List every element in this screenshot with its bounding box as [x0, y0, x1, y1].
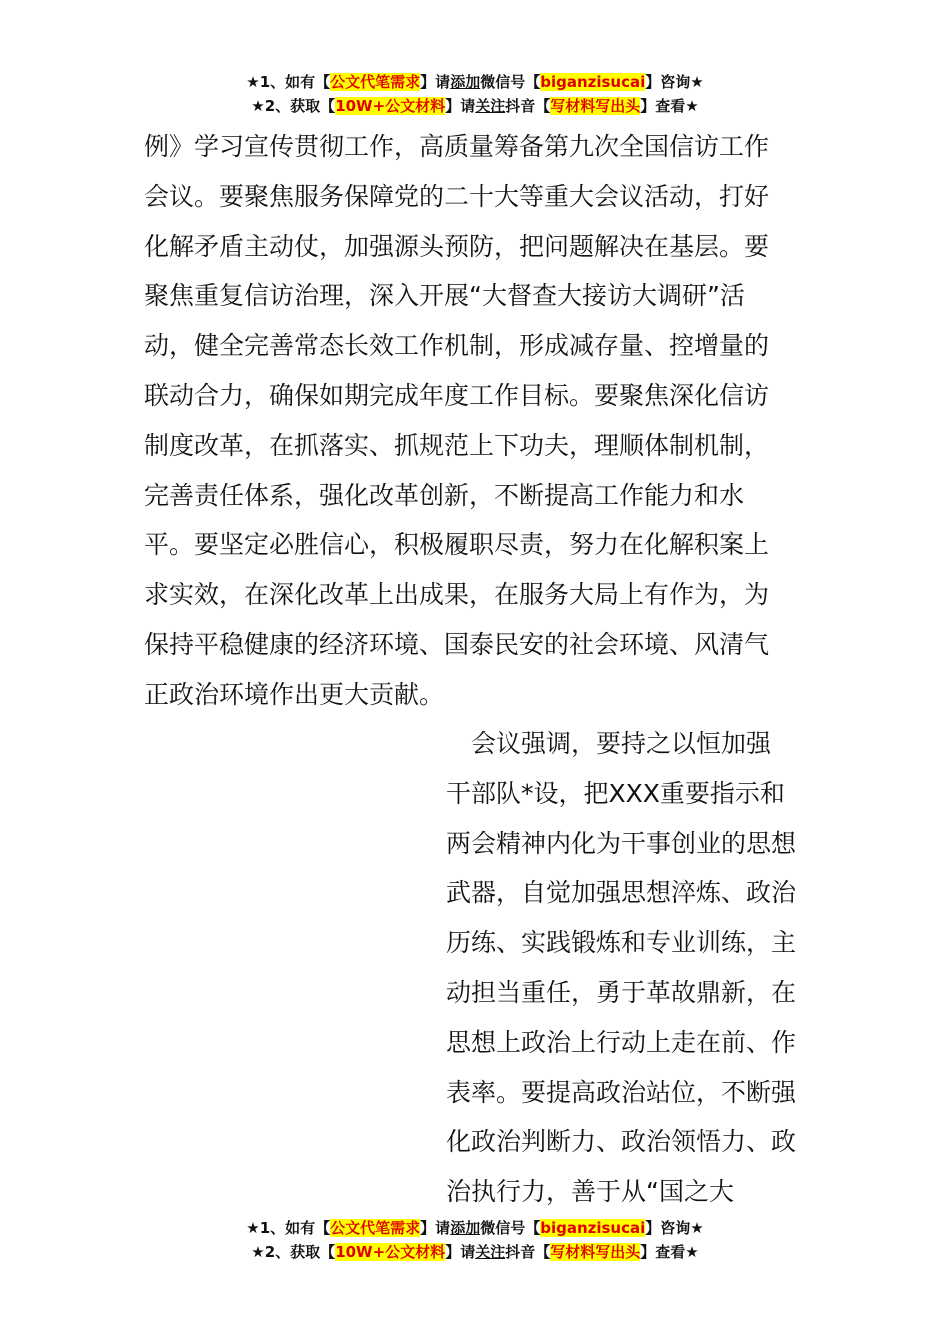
banner-text: 抖音【 [505, 97, 551, 115]
banner-text: ★1、如有【 [246, 73, 331, 91]
banner-text: ★2、获取【 [251, 1243, 336, 1261]
banner-text: 】请 [420, 1219, 451, 1237]
text-line: 历练、实践锻炼和专业训练，主 [446, 928, 797, 958]
banner-underline: 添加 [450, 73, 481, 91]
text-line: 两会精神内化为干事创业的思想 [446, 828, 797, 858]
banner-underline: 添加 [450, 1219, 481, 1237]
footer-banner [0, 1216, 950, 1264]
text-line: 动，健全完善常态长效工作机制，形成减存量、控增量的 [144, 331, 770, 361]
text-line: 求实效，在深化改革上出成果，在服务大局上有作为，为 [144, 580, 770, 610]
paragraph-1 [144, 122, 808, 720]
text-line: 平。要坚定必胜信心，积极履职尽责，努力在化解积案上 [144, 530, 770, 560]
banner-highlight: 公文代笔需求 [330, 73, 421, 91]
text-line: 化解矛盾主动仗，加强源头预防，把问题解决在基层。要 [144, 231, 770, 261]
banner-text: 】查看★ [640, 1243, 699, 1261]
banner-text: 微信号【 [480, 1219, 541, 1237]
banner-underline: 关注 [475, 1243, 506, 1261]
text-line: 联动合力，确保如期完成年度工作目标。要聚焦深化信访 [144, 380, 770, 410]
banner-text: 】请 [420, 73, 451, 91]
banner-highlight: biganzisucai [540, 1219, 646, 1237]
text-line: 例》学习宣传贯彻工作，高质量筹备第九次全国信访工作 [144, 132, 770, 161]
text-line: 治执行力，善于从“国之大 [446, 1177, 734, 1207]
banner-highlight: 公文代笔需求 [330, 1219, 421, 1237]
banner-highlight: 写材料写出头 [550, 97, 641, 115]
banner-text: 微信号【 [480, 73, 541, 91]
text-line: 正政治环境作出更大贡献。 [144, 679, 445, 709]
banner-text: 抖音【 [505, 1243, 551, 1261]
banner-highlight: 10W+公文材料 [335, 1243, 446, 1261]
banner-text: 】咨询★ [645, 1219, 704, 1237]
banner-line-1 [0, 1216, 950, 1240]
banner-text: 】咨询★ [645, 73, 704, 91]
header-banner [0, 70, 950, 118]
banner-highlight: 写材料写出头 [550, 1243, 641, 1261]
text-line: 聚焦重复信访治理，深入开展“大督查大接访大调研”活 [144, 281, 745, 311]
banner-text: 】请 [445, 97, 476, 115]
paragraph-2 [446, 719, 816, 1217]
text-line: 完善责任体系，强化改革创新，不断提高工作能力和水 [144, 480, 745, 510]
text-line: 会议强调，要持之以恒加强 [446, 729, 772, 758]
banner-line-2 [0, 1240, 950, 1264]
banner-line-1 [0, 70, 950, 94]
text-line: 干部队*设，把XXX重要指示和 [446, 778, 785, 808]
banner-highlight: biganzisucai [540, 73, 646, 91]
banner-highlight: 10W+公文材料 [335, 97, 446, 115]
banner-text: 】查看★ [640, 97, 699, 115]
text-line: 思想上政治上行动上走在前、作 [446, 1027, 797, 1057]
text-line: 表率。要提高政治站位，不断强 [446, 1077, 797, 1107]
text-line: 武器，自觉加强思想淬炼、政治 [446, 878, 797, 908]
text-line: 制度改革，在抓落实、抓规范上下功夫，理顺体制机制， [144, 430, 770, 460]
text-line: 动担当重任，勇于革故鼎新，在 [446, 977, 797, 1007]
banner-underline: 关注 [475, 97, 506, 115]
banner-text: 】请 [445, 1243, 476, 1261]
banner-text: ★2、获取【 [251, 97, 336, 115]
text-line: 保持平稳健康的经济环境、国泰民安的社会环境、风清气 [144, 629, 770, 659]
text-line: 会议。要聚焦服务保障党的二十大等重大会议活动，打好 [144, 181, 770, 211]
banner-line-2 [0, 94, 950, 118]
text-line: 化政治判断力、政治领悟力、政 [446, 1127, 797, 1157]
banner-text: ★1、如有【 [246, 1219, 331, 1237]
